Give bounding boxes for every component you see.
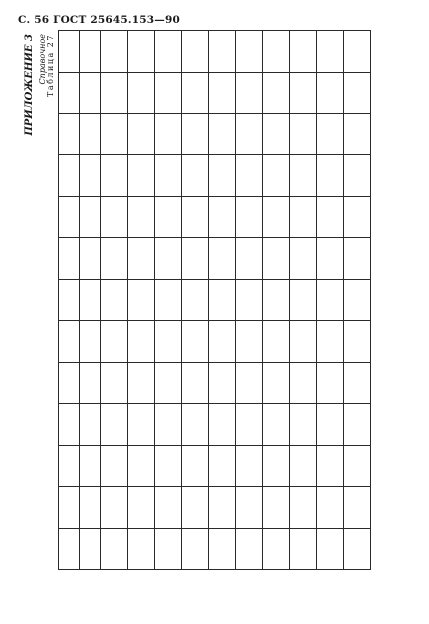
table-cell bbox=[128, 404, 155, 445]
table-cell bbox=[101, 321, 128, 362]
table-cell bbox=[155, 445, 182, 486]
table-cell bbox=[155, 362, 182, 403]
table-cell bbox=[236, 487, 263, 528]
table-cell bbox=[290, 404, 317, 445]
table-cell bbox=[128, 155, 155, 196]
table-cell bbox=[236, 321, 263, 362]
table-cell bbox=[209, 196, 236, 237]
table-cell bbox=[236, 362, 263, 403]
table-cell bbox=[209, 155, 236, 196]
table-cell bbox=[290, 72, 317, 113]
table-header-cell bbox=[80, 114, 101, 155]
table-header-cell bbox=[80, 72, 101, 113]
table-cell bbox=[155, 155, 182, 196]
table-cell bbox=[182, 487, 209, 528]
table-cell bbox=[263, 31, 290, 73]
table-cell bbox=[155, 487, 182, 528]
table-cell bbox=[236, 279, 263, 320]
appendix-subtitle: Справочное bbox=[38, 34, 47, 85]
table-cell bbox=[101, 238, 128, 279]
table-cell bbox=[344, 487, 371, 528]
table-cell bbox=[128, 279, 155, 320]
table-cell bbox=[263, 445, 290, 486]
table-cell bbox=[317, 528, 344, 569]
table-cell bbox=[101, 114, 128, 155]
table-cell bbox=[101, 196, 128, 237]
table-row bbox=[209, 31, 236, 570]
table-header-cell bbox=[59, 404, 80, 445]
table-head bbox=[59, 31, 101, 570]
table-cell bbox=[209, 279, 236, 320]
table-cell bbox=[128, 321, 155, 362]
table-cell bbox=[290, 528, 317, 569]
table-cell bbox=[263, 114, 290, 155]
table-cell bbox=[155, 196, 182, 237]
table-cell bbox=[344, 72, 371, 113]
table-cell bbox=[236, 31, 263, 73]
table-header-cell bbox=[59, 72, 80, 113]
table-header-cell bbox=[80, 528, 101, 569]
table-cell bbox=[182, 238, 209, 279]
table-cell bbox=[236, 155, 263, 196]
table-cell bbox=[101, 404, 128, 445]
table-row bbox=[182, 31, 209, 570]
table-cell bbox=[263, 404, 290, 445]
table-cell bbox=[155, 404, 182, 445]
table-cell bbox=[182, 279, 209, 320]
table-cell bbox=[317, 196, 344, 237]
table-cell bbox=[263, 487, 290, 528]
table-cell bbox=[317, 31, 344, 73]
table-cell bbox=[209, 31, 236, 73]
table-cell bbox=[101, 279, 128, 320]
table-header-cell bbox=[59, 528, 80, 569]
table-cell bbox=[236, 528, 263, 569]
table-cell bbox=[263, 362, 290, 403]
table-header-cell bbox=[59, 196, 80, 237]
table-header-cell bbox=[59, 279, 80, 320]
table-cell bbox=[317, 238, 344, 279]
table-header-cell bbox=[59, 321, 80, 362]
table-cell bbox=[263, 321, 290, 362]
table-cell bbox=[236, 238, 263, 279]
page-header: С. 56 ГОСТ 25645.153—90 bbox=[18, 14, 180, 26]
table-header-cell bbox=[59, 155, 80, 196]
table-cell bbox=[236, 114, 263, 155]
table-header-cell bbox=[80, 238, 101, 279]
table-cell bbox=[155, 114, 182, 155]
table-cell bbox=[128, 196, 155, 237]
table-header-cell bbox=[59, 31, 80, 73]
table-cell bbox=[263, 196, 290, 237]
table-header-row bbox=[59, 31, 80, 570]
table-cell bbox=[344, 528, 371, 569]
table-cell bbox=[317, 321, 344, 362]
table-cell bbox=[128, 72, 155, 113]
table-cell bbox=[290, 196, 317, 237]
table-header-cell bbox=[59, 362, 80, 403]
table-cell bbox=[344, 196, 371, 237]
table-cell bbox=[344, 404, 371, 445]
table-cell bbox=[209, 72, 236, 113]
table-cell bbox=[182, 155, 209, 196]
table-cell bbox=[155, 321, 182, 362]
table-body bbox=[101, 31, 371, 570]
table-cell bbox=[236, 445, 263, 486]
table-cell bbox=[128, 362, 155, 403]
table-cell bbox=[128, 238, 155, 279]
table-cell bbox=[290, 487, 317, 528]
table-cell bbox=[182, 404, 209, 445]
rotated-page-content bbox=[24, 30, 404, 570]
table-cell bbox=[182, 362, 209, 403]
table-cell bbox=[344, 321, 371, 362]
table-cell bbox=[128, 528, 155, 569]
table-cell bbox=[155, 528, 182, 569]
table-cell bbox=[209, 114, 236, 155]
table-cell bbox=[317, 72, 344, 113]
table-cell bbox=[182, 321, 209, 362]
table-cell bbox=[344, 155, 371, 196]
table-row bbox=[236, 31, 263, 570]
table-cell bbox=[101, 487, 128, 528]
table-cell bbox=[317, 279, 344, 320]
table-cell bbox=[317, 487, 344, 528]
table-cell bbox=[209, 404, 236, 445]
table-cell bbox=[128, 31, 155, 73]
table-header-cell bbox=[59, 445, 80, 486]
table-cell bbox=[101, 72, 128, 113]
table-header-cell bbox=[80, 362, 101, 403]
table-cell bbox=[290, 445, 317, 486]
table-cell bbox=[317, 155, 344, 196]
table-header-cell bbox=[80, 445, 101, 486]
table-cell bbox=[209, 487, 236, 528]
table-cell bbox=[290, 114, 317, 155]
table-header-cell bbox=[80, 196, 101, 237]
table-cell bbox=[209, 362, 236, 403]
table-cell bbox=[101, 445, 128, 486]
table-header-cell bbox=[80, 321, 101, 362]
table-cell bbox=[182, 445, 209, 486]
table-cell bbox=[236, 196, 263, 237]
table-header-cell bbox=[80, 31, 101, 73]
table-cell bbox=[182, 114, 209, 155]
table-cell bbox=[263, 72, 290, 113]
table-cell bbox=[344, 279, 371, 320]
table-cell bbox=[290, 279, 317, 320]
table-cell bbox=[101, 528, 128, 569]
table-row bbox=[290, 31, 317, 570]
table-cell bbox=[128, 487, 155, 528]
table-row bbox=[128, 31, 155, 570]
table-cell bbox=[344, 31, 371, 73]
table-cell bbox=[263, 279, 290, 320]
table-cell bbox=[317, 404, 344, 445]
table-cell bbox=[317, 114, 344, 155]
table-cell bbox=[155, 238, 182, 279]
table-row bbox=[155, 31, 182, 570]
table-cell bbox=[290, 362, 317, 403]
table-cell bbox=[182, 72, 209, 113]
table-header-cell bbox=[59, 238, 80, 279]
table-cell bbox=[101, 155, 128, 196]
table-cell bbox=[128, 445, 155, 486]
table-cell bbox=[290, 155, 317, 196]
table-cell bbox=[263, 155, 290, 196]
appendix-title: ПРИЛОЖЕНИЕ 3 bbox=[24, 34, 35, 136]
table-cell bbox=[317, 445, 344, 486]
table-row bbox=[263, 31, 290, 570]
table-header-row bbox=[80, 31, 101, 570]
table-cell bbox=[182, 528, 209, 569]
table-cell bbox=[101, 362, 128, 403]
table-cell bbox=[155, 31, 182, 73]
table-cell bbox=[209, 528, 236, 569]
table-header-cell bbox=[80, 487, 101, 528]
table-heading-area bbox=[24, 30, 58, 570]
table-header-cell bbox=[80, 404, 101, 445]
main-table bbox=[58, 30, 371, 570]
table-header-cell bbox=[59, 487, 80, 528]
table-cell bbox=[182, 196, 209, 237]
table-cell bbox=[155, 72, 182, 113]
table-cell bbox=[236, 72, 263, 113]
table-cell bbox=[263, 528, 290, 569]
table-cell bbox=[290, 238, 317, 279]
table-cell bbox=[209, 321, 236, 362]
table-cell bbox=[263, 238, 290, 279]
table-cell bbox=[155, 279, 182, 320]
table-cell bbox=[344, 445, 371, 486]
table-cell bbox=[182, 31, 209, 73]
table-header-cell bbox=[80, 155, 101, 196]
table-number: Таблица 27 bbox=[46, 34, 55, 97]
table-cell bbox=[101, 31, 128, 73]
table-cell bbox=[209, 445, 236, 486]
table-cell bbox=[290, 31, 317, 73]
table-cell bbox=[344, 238, 371, 279]
table-cell bbox=[344, 114, 371, 155]
table-cell bbox=[317, 362, 344, 403]
table-header-cell bbox=[59, 114, 80, 155]
table-cell bbox=[290, 321, 317, 362]
table-cell bbox=[209, 238, 236, 279]
table-row bbox=[317, 31, 344, 570]
table-cell bbox=[128, 114, 155, 155]
table-row bbox=[101, 31, 128, 570]
table-cell bbox=[236, 404, 263, 445]
table-header-cell bbox=[80, 279, 101, 320]
table-row bbox=[344, 31, 371, 570]
table-cell bbox=[344, 362, 371, 403]
